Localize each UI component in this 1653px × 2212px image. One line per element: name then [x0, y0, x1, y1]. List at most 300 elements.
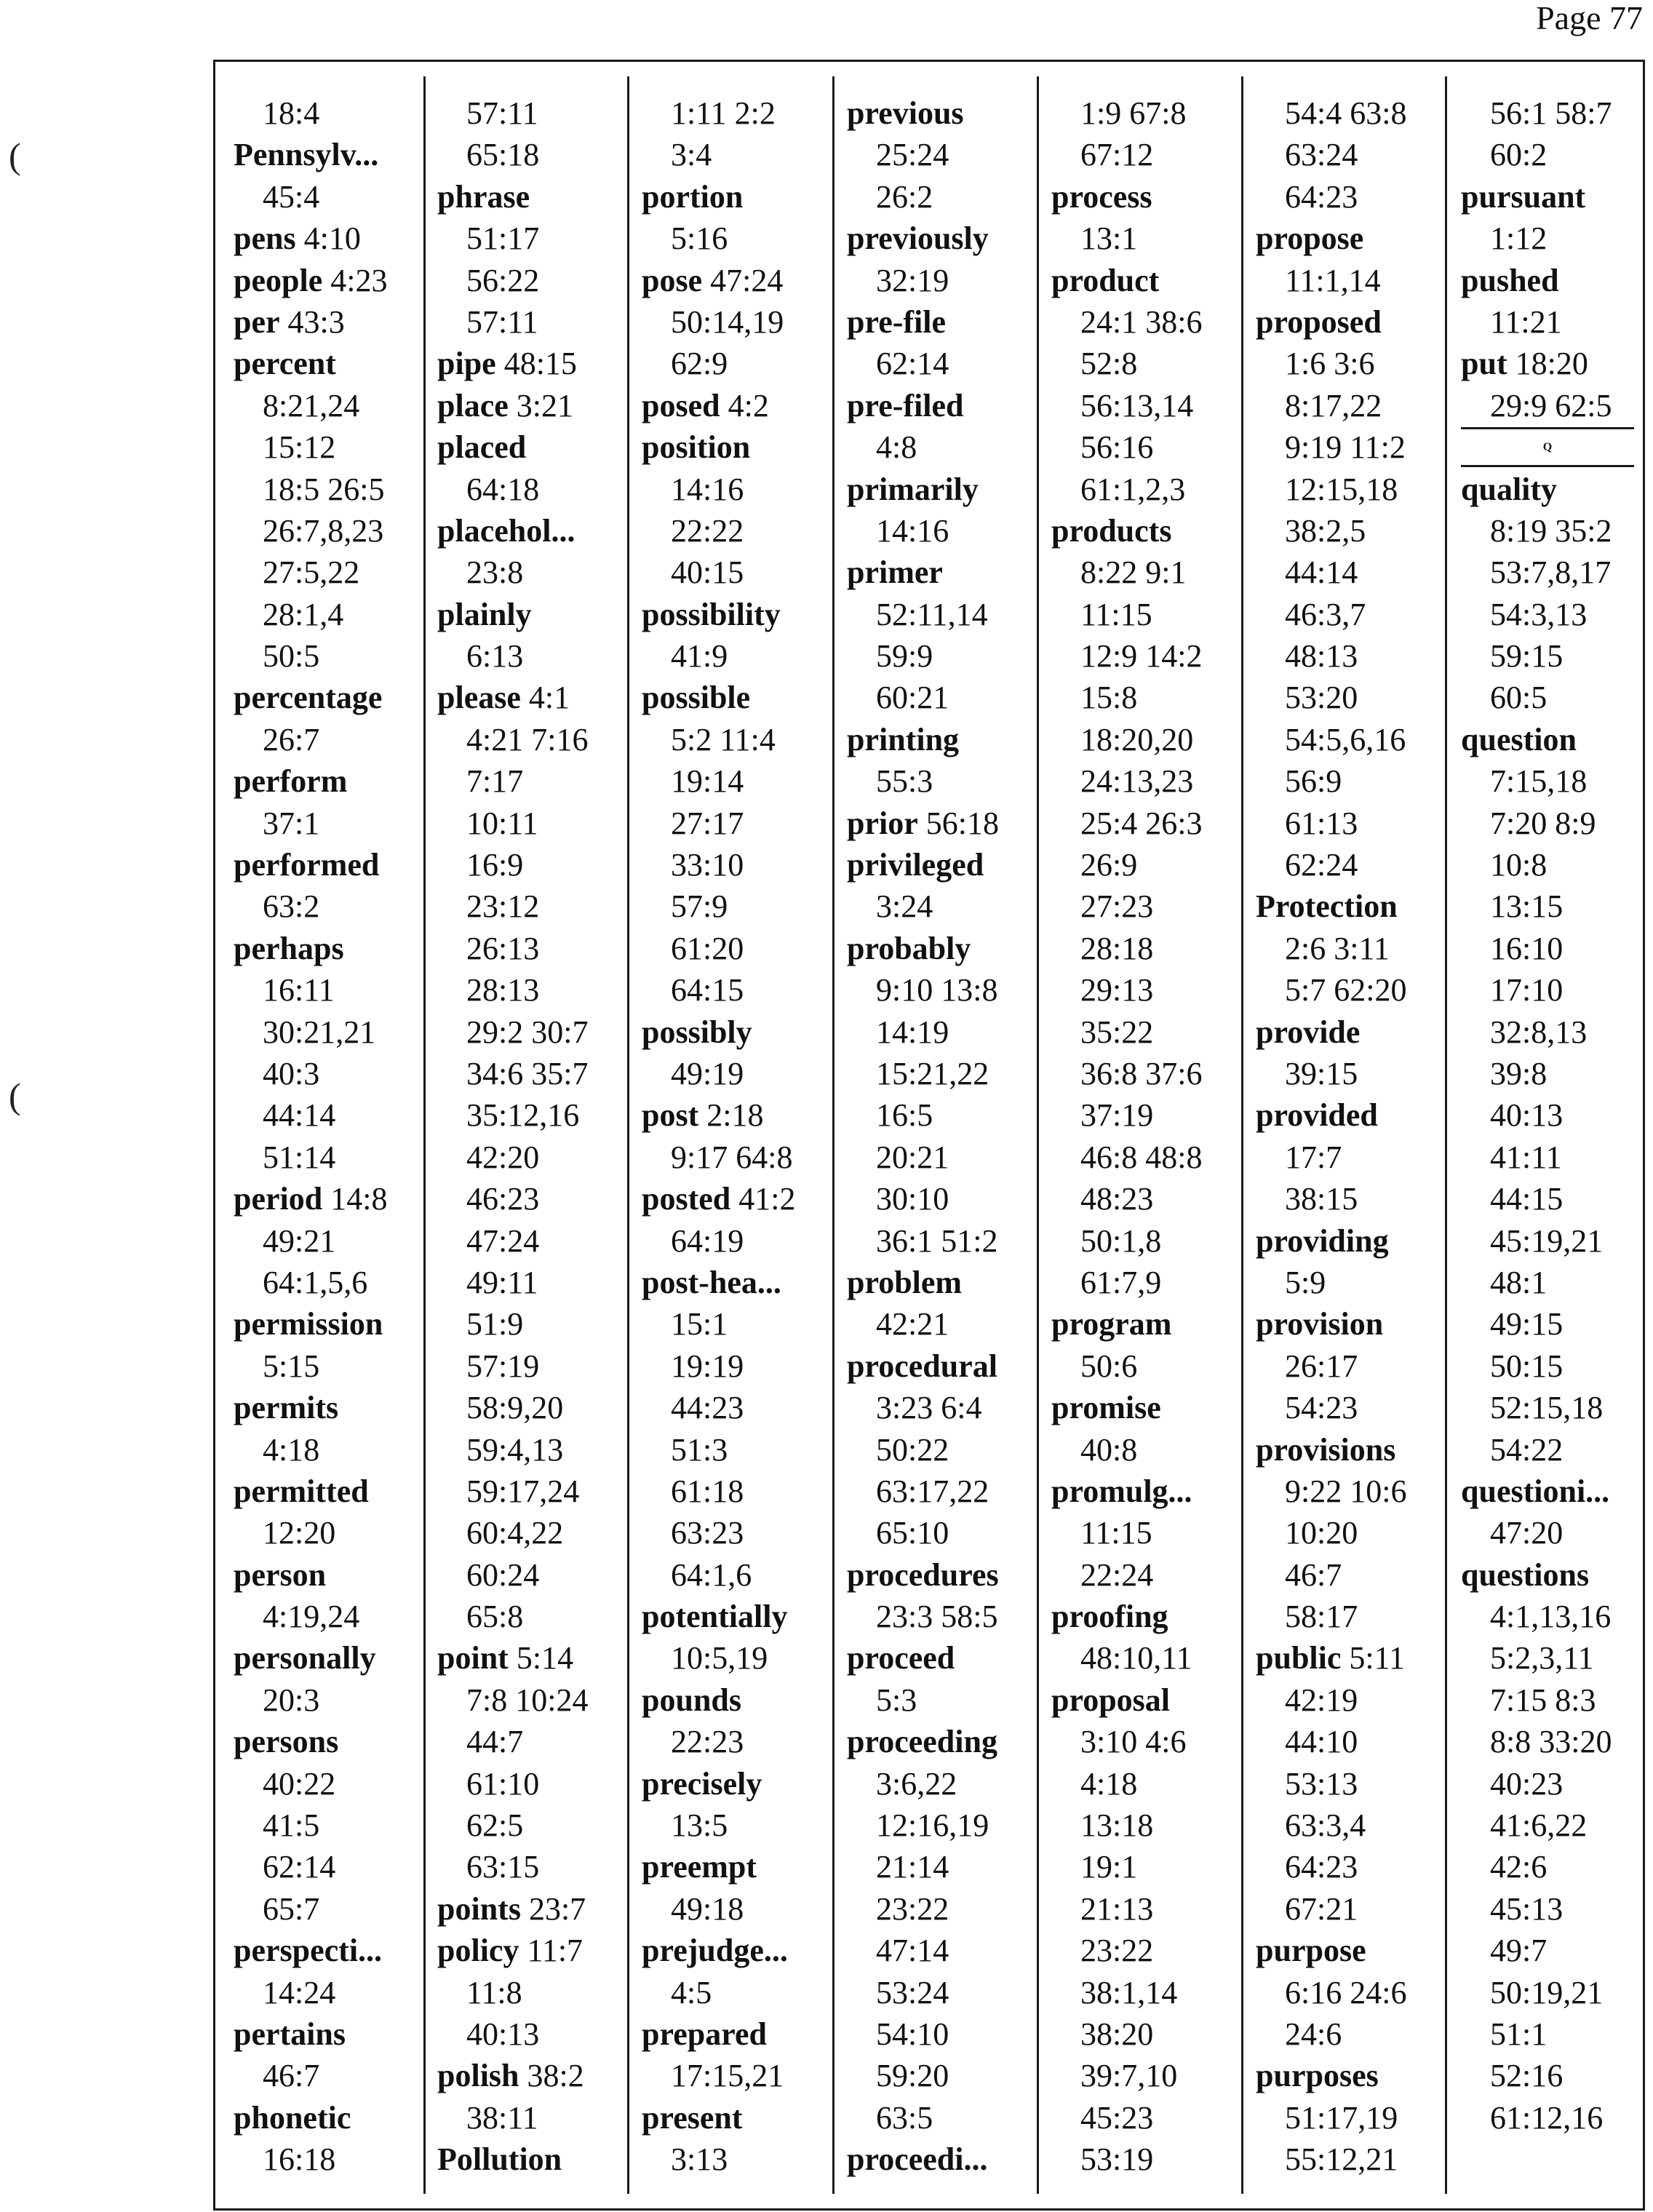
index-term-line: [1256, 1930, 1443, 1971]
page-line-reference: 51:3: [671, 1431, 728, 1468]
index-term-line: [642, 1094, 829, 1136]
page-line-reference: 57:9: [671, 888, 728, 925]
page-line-reference: 57:11: [466, 95, 538, 131]
index-term-line: [642, 2097, 829, 2139]
index-term: possibility: [642, 596, 781, 632]
index-term-line: [642, 1930, 829, 1971]
index-term: privileged: [847, 847, 984, 883]
page-line-reference: 9:22 10:6: [1285, 1473, 1407, 1509]
page-line-reference: 1:6 3:6: [1285, 346, 1375, 382]
index-term-line: [642, 1011, 829, 1053]
page-line-reference: 47:14: [876, 1933, 949, 1969]
page-line-reference: 40:23: [1490, 1765, 1564, 1802]
index-term: permits: [234, 1390, 339, 1426]
page-line-reference: 45:4: [263, 178, 320, 215]
page-line-reference: 38:20: [1080, 2016, 1154, 2052]
page-line-reference: 2:6 3:11: [1285, 930, 1390, 966]
index-term: placed: [437, 429, 527, 466]
index-term-line: [234, 2097, 421, 2139]
page-line-reference: 64:18: [466, 471, 540, 507]
page-line-reference: 60:21: [876, 680, 949, 716]
index-term-line: [1051, 1679, 1239, 1721]
page-line-reference: 25:24: [876, 137, 949, 173]
page-line-reference: 50:19,21: [1490, 1974, 1604, 2010]
index-term-line: [437, 176, 625, 218]
page-line-reference: 40:13: [1490, 1097, 1564, 1134]
index-term: pushed: [1461, 262, 1559, 298]
index-term: pounds: [642, 1682, 742, 1718]
page-line-reference: 11:1,14: [1285, 262, 1381, 298]
page-line-reference: 26:7,8,23: [263, 512, 384, 549]
page-line-reference: 38:1,14: [1080, 1974, 1178, 2010]
page-line-reference: 14:19: [876, 1014, 949, 1050]
page-line-reference: 18:20,20: [1080, 721, 1194, 757]
index-term-line: [234, 1303, 421, 1345]
page-line-reference: 8:8 33:20: [1490, 1724, 1612, 1760]
index-term-line: [234, 301, 421, 343]
page-line-reference: 16:10: [1490, 930, 1564, 966]
index-term-line: [1461, 1471, 1634, 1512]
page-line-reference: 9:17 64:8: [671, 1139, 793, 1175]
page-line-reference: 23:22: [1080, 1933, 1154, 1969]
index-term-line: [847, 1721, 1035, 1762]
page-line-reference: 50:22: [876, 1431, 949, 1468]
page-line-reference: 21:13: [1080, 1890, 1154, 1927]
index-term: promulg...: [1051, 1473, 1192, 1509]
page-line-reference: 59:17,24: [466, 1473, 580, 1509]
page-line-reference: 24:13,23: [1080, 763, 1194, 800]
page-line-reference: 28:13: [466, 972, 540, 1008]
index-term: promise: [1051, 1390, 1161, 1426]
page-line-reference: 58:9,20: [466, 1390, 564, 1426]
page-line-reference: 1:12: [1490, 220, 1548, 257]
index-term: Pollution: [437, 2141, 562, 2178]
page-line-reference: 12:20: [263, 1515, 336, 1551]
page-line-reference: 12:15,18: [1285, 471, 1398, 507]
index-term-line: [1051, 510, 1239, 552]
index-term-line: [847, 218, 1035, 259]
page-line-reference: 5:15: [263, 1348, 320, 1384]
page-line-reference: 62:5: [466, 1807, 524, 1844]
page-line-reference: 19:1: [1080, 1849, 1138, 1885]
index-term: pens: [234, 220, 296, 257]
index-term-line: [234, 2013, 421, 2055]
page-line-reference: 5:11: [1349, 1640, 1405, 1676]
index-term: propose: [1256, 220, 1364, 257]
page-line-reference: 54:10: [876, 2016, 949, 2052]
index-term-line: [642, 1178, 829, 1220]
page-line-reference: 27:5,22: [263, 554, 360, 591]
page-line-reference: 4:5: [671, 1974, 712, 2010]
page-line-reference: 6:16 24:6: [1285, 1974, 1407, 2010]
page-line-reference: 54:3,13: [1490, 596, 1588, 632]
index-term-line: [234, 1554, 421, 1596]
page-line-reference: 26:17: [1285, 1348, 1358, 1384]
page-line-reference: 49:7: [1490, 1933, 1548, 1969]
page-line-reference: 3:21: [516, 387, 573, 423]
index-term-line: [1051, 1596, 1239, 1637]
index-term-line: [847, 301, 1035, 343]
index-term-line: [1051, 260, 1239, 301]
page-line-reference: 54:4 63:8: [1285, 95, 1407, 131]
page-line-reference: 23:7: [528, 1890, 586, 1927]
index-term-line: [847, 2139, 1035, 2180]
index-term-line: [1256, 2055, 1443, 2096]
page-line-reference: 37:1: [263, 805, 320, 841]
index-term: pertains: [234, 2016, 346, 2052]
page-line-reference: 10:5,19: [671, 1640, 768, 1676]
column-divider: [423, 76, 426, 2194]
page-line-reference: 67:21: [1285, 1890, 1358, 1927]
index-term-line: [1256, 1303, 1443, 1345]
index-term: pipe: [437, 346, 496, 382]
page-line-reference: 51:1: [1490, 2016, 1548, 2052]
page-line-reference: 46:8 48:8: [1080, 1139, 1203, 1175]
index-term: printing: [847, 721, 960, 757]
index-term-line: [437, 1930, 625, 1971]
page-line-reference: 61:13: [1285, 805, 1358, 841]
index-term-line: [1051, 1387, 1239, 1428]
page-line-reference: 32:19: [876, 262, 949, 298]
page-line-reference: 8:22 9:1: [1080, 554, 1187, 591]
page-line-reference: 35:12,16: [466, 1097, 580, 1134]
index-term-line: [847, 92, 1035, 134]
page-line-reference: 63:2: [263, 888, 320, 925]
page-line-reference: 54:5,6,16: [1285, 721, 1406, 757]
index-term-line: [1461, 260, 1634, 301]
page-line-reference: 56:9: [1285, 763, 1342, 800]
index-term: posted: [642, 1181, 731, 1217]
page-line-reference: 30:10: [876, 1181, 949, 1217]
page-line-reference: 51:17,19: [1285, 2099, 1398, 2136]
index-term-line: [642, 385, 829, 426]
page-line-reference: 45:13: [1490, 1890, 1564, 1927]
page-line-reference: 19:19: [671, 1348, 744, 1384]
page-line-reference: 29:2 30:7: [466, 1014, 589, 1050]
index-term: procedural: [847, 1348, 997, 1384]
page-line-reference: 15:1: [671, 1306, 728, 1342]
index-term: providing: [1256, 1222, 1389, 1259]
index-term: preempt: [642, 1849, 757, 1885]
page-line-reference: 14:8: [330, 1181, 388, 1217]
index-term-line: [1461, 719, 1634, 760]
page-line-reference: 14:16: [671, 471, 744, 507]
index-term-line: [437, 1888, 625, 1930]
index-term: point: [437, 1640, 509, 1676]
page-line-reference: 60:4,22: [466, 1515, 564, 1551]
page-line-reference: 48:10,11: [1080, 1640, 1192, 1676]
page-line-reference: 46:7: [263, 2058, 320, 2094]
index-term: problem: [847, 1264, 963, 1300]
page-line-reference: 8:19 35:2: [1490, 512, 1612, 549]
page-line-reference: 53:7,8,17: [1490, 554, 1612, 591]
page-line-reference: 38:2: [527, 2058, 584, 2094]
page-line-reference: 14:24: [263, 1974, 336, 2010]
index-term: person: [234, 1556, 327, 1593]
index-column-3: [642, 92, 829, 2181]
index-term-line: [642, 426, 829, 468]
index-term-line: [642, 594, 829, 635]
index-term: please: [437, 680, 521, 716]
index-term: prior: [847, 805, 918, 841]
page-line-reference: 62:14: [263, 1849, 336, 1885]
index-term-line: [1461, 1554, 1634, 1596]
margin-parenthesis-mark: (: [9, 1075, 21, 1116]
index-term-line: [642, 2013, 829, 2055]
index-term: proposal: [1051, 1682, 1171, 1718]
page-line-reference: 44:10: [1285, 1724, 1358, 1760]
page-line-reference: 22:24: [1080, 1556, 1154, 1593]
index-term: potentially: [642, 1599, 788, 1635]
page-line-reference: 3:10 4:6: [1080, 1724, 1187, 1760]
page-line-reference: 33:10: [671, 847, 744, 883]
page-line-reference: 39:7,10: [1080, 2058, 1178, 2094]
page-line-reference: 15:21,22: [876, 1055, 989, 1091]
index-term-line: [437, 2139, 625, 2180]
page-line-reference: 39:8: [1490, 1055, 1548, 1091]
index-term: process: [1051, 178, 1152, 215]
index-term-line: [1256, 1637, 1443, 1679]
page-line-reference: 27:23: [1080, 888, 1154, 925]
page-line-reference: 47:24: [466, 1222, 540, 1259]
column-divider: [832, 76, 835, 2194]
index-term-line: [1051, 1471, 1239, 1512]
index-term-line: [437, 426, 625, 468]
page-line-reference: 41:5: [263, 1807, 320, 1844]
index-term-line: [234, 1637, 421, 1679]
index-term-line: [1461, 343, 1634, 384]
page-line-reference: 64:1,5,6: [263, 1264, 368, 1300]
page-line-reference: 47:24: [710, 262, 784, 298]
index-term: performed: [234, 847, 380, 883]
index-term: provisions: [1256, 1431, 1396, 1468]
index-term-line: [1051, 1303, 1239, 1345]
page-line-reference: 11:15: [1080, 596, 1152, 632]
page-line-reference: 52:15,18: [1490, 1390, 1604, 1426]
page-line-reference: 63:23: [671, 1515, 744, 1551]
page-line-reference: 17:7: [1285, 1139, 1342, 1175]
page-line-reference: 5:16: [671, 220, 728, 257]
index-term: question: [1461, 721, 1577, 757]
page-line-reference: 27:17: [671, 805, 744, 841]
index-term: pre-filed: [847, 387, 964, 423]
index-term-line: [437, 2055, 625, 2096]
page-line-reference: 40:15: [671, 554, 744, 591]
index-term: prejudge...: [642, 1933, 788, 1969]
index-term: purpose: [1256, 1933, 1366, 1969]
page-line-reference: 4:18: [1080, 1765, 1138, 1802]
index-term: probably: [847, 930, 971, 966]
index-column-1: [234, 92, 421, 2181]
index-term-line: [437, 677, 625, 718]
page-line-reference: 13:18: [1080, 1807, 1154, 1844]
index-term: proceeding: [847, 1724, 997, 1760]
index-term-line: [234, 260, 421, 301]
page-line-reference: 11:8: [466, 1974, 522, 2010]
column-divider: [1037, 76, 1039, 2194]
page-line-reference: 56:1 58:7: [1490, 95, 1612, 131]
page-line-reference: 49:11: [466, 1264, 538, 1300]
page-line-reference: 57:19: [466, 1348, 540, 1384]
page-line-reference: 38:2,5: [1285, 512, 1366, 549]
index-term-line: [847, 844, 1035, 886]
index-term: plainly: [437, 596, 532, 632]
page-line-reference: 2:18: [706, 1097, 764, 1134]
page-line-reference: 52:8: [1080, 346, 1138, 382]
index-term: persons: [234, 1724, 339, 1760]
page-line-reference: 44:14: [263, 1097, 336, 1134]
page-line-reference: 1:9 67:8: [1080, 95, 1187, 131]
page-line-reference: 56:22: [466, 262, 540, 298]
page-line-reference: 42:20: [466, 1139, 540, 1175]
index-term-line: [1051, 176, 1239, 218]
index-term-line: [847, 1637, 1035, 1679]
index-term-line: [642, 176, 829, 218]
index-term-line: [1256, 1011, 1443, 1053]
index-column-5: [1051, 92, 1239, 2181]
index-term-line: [234, 134, 421, 175]
index-term-line: [642, 1763, 829, 1805]
page-line-reference: 51:9: [466, 1306, 524, 1342]
index-term-line: [437, 594, 625, 635]
index-term: proceed: [847, 1640, 955, 1676]
index-term-line: [847, 552, 1035, 593]
index-term: perform: [234, 763, 348, 800]
page-line-reference: 53:13: [1285, 1765, 1358, 1802]
page-line-reference: 44:23: [671, 1390, 744, 1426]
page-line-reference: 36:8 37:6: [1080, 1055, 1203, 1091]
margin-parenthesis-mark: (: [9, 135, 21, 176]
index-term-line: [847, 469, 1035, 510]
page-line-reference: 38:15: [1285, 1181, 1358, 1217]
page-line-reference: 38:11: [466, 2099, 538, 2136]
page-line-reference: 22:22: [671, 512, 744, 549]
page-line-reference: 22:23: [671, 1724, 744, 1760]
page-line-reference: 29:9 62:5: [1490, 387, 1612, 423]
index-term-line: [642, 1262, 829, 1303]
index-term-line: [437, 385, 625, 426]
column-divider: [1445, 76, 1447, 2194]
index-term: placehol...: [437, 512, 575, 549]
page-line-reference: 4:10: [303, 220, 361, 257]
page-line-reference: 17:15,21: [671, 2058, 784, 2094]
page-line-reference: 15:12: [263, 429, 336, 466]
index-term: proposed: [1256, 303, 1382, 340]
page-line-reference: 11:15: [1080, 1515, 1152, 1551]
index-term-line: [234, 1930, 421, 1971]
page-line-reference: 6:13: [466, 638, 524, 675]
index-term: provided: [1256, 1097, 1378, 1134]
page-line-reference: 65:10: [876, 1515, 949, 1551]
page-line-reference: 11:21: [1490, 303, 1562, 340]
page-line-reference: 23:12: [466, 888, 540, 925]
page-line-reference: 50:6: [1080, 1348, 1138, 1384]
index-term: quality: [1461, 471, 1558, 507]
page-line-reference: 7:8 10:24: [466, 1682, 589, 1718]
page-line-reference: 12:9 14:2: [1080, 638, 1203, 675]
page-line-reference: 23:3 58:5: [876, 1599, 998, 1635]
index-term: post-hea...: [642, 1264, 781, 1300]
index-term-line: [234, 218, 421, 259]
page-line-reference: 24:6: [1285, 2016, 1342, 2052]
page-line-reference: 61:12,16: [1490, 2099, 1604, 2136]
page-line-reference: 8:21,24: [263, 387, 360, 423]
index-term: put: [1461, 346, 1507, 382]
index-term-line: [847, 719, 1035, 760]
page-line-reference: 52:11,14: [876, 596, 988, 632]
page-line-reference: 63:5: [876, 2099, 933, 2136]
page-line-reference: 52:16: [1490, 2058, 1564, 2094]
page-line-reference: 23:22: [876, 1890, 949, 1927]
index-term-line: [234, 1387, 421, 1428]
page-line-reference: 59:15: [1490, 638, 1564, 675]
page-line-reference: 3:6,22: [876, 1765, 957, 1802]
index-term-line: [234, 677, 421, 718]
page-line-reference: 50:14,19: [671, 303, 784, 340]
page-line-reference: 1:11 2:2: [671, 95, 776, 131]
page-line-reference: 65:8: [466, 1599, 524, 1635]
index-term-line: [437, 510, 625, 552]
page-line-reference: 48:13: [1285, 638, 1358, 675]
page-line-reference: 15:8: [1080, 680, 1138, 716]
page-line-reference: 34:6 35:7: [466, 1055, 589, 1091]
page-line-reference: 32:8,13: [1490, 1014, 1588, 1050]
page-line-reference: 42:6: [1490, 1849, 1548, 1885]
page-line-reference: 9:19 11:2: [1285, 429, 1406, 466]
index-term: primer: [847, 554, 943, 591]
index-term-line: [1256, 1220, 1443, 1262]
page-line-reference: 39:15: [1285, 1055, 1358, 1091]
index-term: permission: [234, 1306, 383, 1342]
index-term: questions: [1461, 1556, 1590, 1593]
page-line-reference: 50:5: [263, 638, 320, 675]
page-line-reference: 60:24: [466, 1556, 540, 1593]
page-line-reference: 50:15: [1490, 1348, 1564, 1384]
page-line-reference: 4:18: [263, 1431, 320, 1468]
page-line-reference: 48:23: [1080, 1181, 1154, 1217]
page-line-reference: 40:22: [263, 1765, 336, 1802]
index-term-line: [437, 1637, 625, 1679]
page-line-reference: 51:14: [263, 1139, 336, 1175]
page-line-reference: 51:17: [466, 220, 540, 257]
page-line-reference: 30:21,21: [263, 1014, 376, 1050]
page-line-reference: 20:21: [876, 1139, 949, 1175]
page-line-reference: 11:7: [527, 1933, 583, 1969]
page-line-reference: 41:6,22: [1490, 1807, 1588, 1844]
page-line-reference: 59:20: [876, 2058, 949, 2094]
index-term-line: [1461, 176, 1634, 218]
index-term: proofing: [1051, 1599, 1168, 1635]
index-term: program: [1051, 1306, 1172, 1342]
page-line-reference: 61:7,9: [1080, 1264, 1162, 1300]
index-term: post: [642, 1097, 699, 1134]
index-term: possibly: [642, 1014, 752, 1050]
page-line-reference: 14:16: [876, 512, 949, 549]
page-line-reference: 49:19: [671, 1055, 744, 1091]
index-column-6: [1256, 92, 1443, 2181]
index-term-line: [1256, 886, 1443, 927]
index-term: place: [437, 387, 509, 423]
page-line-reference: 50:1,8: [1080, 1222, 1162, 1259]
page-line-reference: 53:20: [1285, 680, 1358, 716]
page-line-reference: 18:5 26:5: [263, 471, 385, 507]
index-term: percent: [234, 346, 336, 382]
page-line-reference: 45:19,21: [1490, 1222, 1604, 1259]
page-line-reference: 5:3: [876, 1682, 917, 1718]
page-line-reference: 8:17,22: [1285, 387, 1382, 423]
page-line-reference: 4:23: [330, 262, 388, 298]
page-line-reference: 62:9: [671, 346, 728, 382]
